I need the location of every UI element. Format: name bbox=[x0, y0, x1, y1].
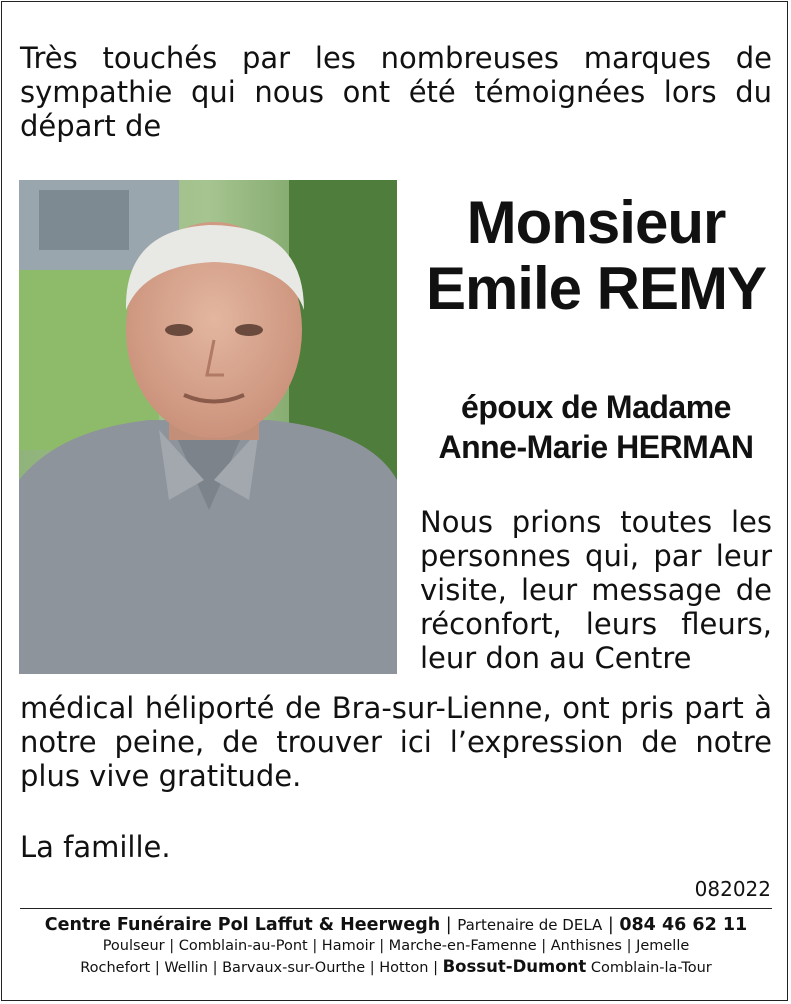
second-funeral-home-name: Bossut-Dumont bbox=[442, 957, 587, 976]
spouse-name bbox=[410, 387, 782, 467]
phone-number: 084 46 62 11 bbox=[619, 915, 748, 935]
name-title: Monsieur bbox=[466, 189, 726, 256]
signature: La famille. bbox=[20, 830, 171, 864]
spouse-line-1: époux de Madame bbox=[461, 389, 731, 425]
reference-number: 082022 bbox=[694, 877, 771, 901]
footer-divider bbox=[20, 908, 772, 909]
intro-text: Très touchés par les nombreuses marques de sympathie qui nous ont été témoignées lors du départ de bbox=[20, 41, 772, 143]
thanks-text-part-1: Nous prions toutes les personnes qui, par leur visite, leur message de réconfort, leurs fleurs, leur don au Centre bbox=[420, 505, 772, 675]
portrait-photo bbox=[19, 180, 397, 674]
locations-text-end: Comblain-la-Tour bbox=[586, 960, 712, 976]
footer-separator: | bbox=[440, 915, 458, 935]
footer-line-2: Poulseur | Comblain-au-Pont | Hamoir | Marche-en-Famenne | Anthisnes | Jemelle bbox=[102, 938, 690, 954]
name-full: Emile REMY bbox=[425, 255, 767, 322]
funeral-home-name: Centre Funéraire Pol Laffut & Heerwegh bbox=[44, 915, 441, 935]
footer-line-3 bbox=[20, 957, 772, 978]
footer-separator: | bbox=[602, 915, 620, 935]
partner-text: Partenaire de DELA bbox=[457, 916, 603, 934]
spouse-line-2: Anne-Marie HERMAN bbox=[438, 429, 754, 465]
footer-line-1 bbox=[20, 913, 772, 937]
deceased-name bbox=[410, 190, 782, 322]
locations-text: Rochefort | Wellin | Barvaux-sur-Ourthe | Hotton | bbox=[80, 960, 443, 976]
thanks-text-part-2: médical héliporté de Bra-sur-Lienne, ont pris part à notre peine, de trouver ici l’expression de notre plus vive gratitude. bbox=[20, 691, 772, 793]
